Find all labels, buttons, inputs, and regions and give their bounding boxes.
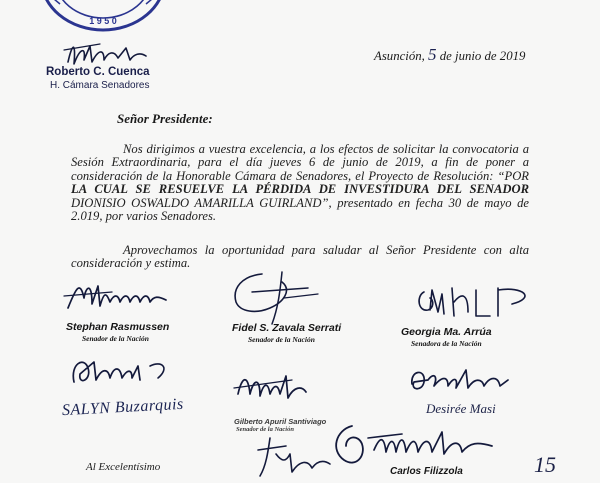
date-rest: de junio de 2019 (439, 49, 526, 63)
p1-line-1: Nos dirigimos a vuestra excelencia, a los efectos de solicitar la convocatoria a (123, 142, 529, 156)
p1-line-3: consideración de la Honorable Cámara de Senadores, el Proyecto de Resolución: “POR (71, 168, 529, 183)
signature-name-5: Carlos Filizzola (390, 466, 463, 477)
p1-line-2: Sesión Extraordinaria, para el día jueves 6 de junio de 2019, a fin de poner a (71, 155, 529, 170)
p1-line-4: LA CUAL SE RESUELVE LA PÉRDIDA DE INVESTIDURA DEL SENADOR (71, 182, 529, 197)
p2-line-1: Aprovechamos la oportunidad para saludar al Señor Presidente con alta (123, 243, 529, 257)
body-paragraph-2 (71, 244, 529, 271)
signature-title-1: Senador de la Nación (82, 334, 149, 343)
signature-title-3: Senadora de la Nación (411, 339, 482, 348)
senate-seal-stamp (38, 0, 168, 36)
body-paragraph-1 (71, 143, 529, 223)
signature-apuril (232, 368, 312, 412)
addressee-line: Al Excelentísimo (86, 461, 161, 473)
signature-name-3: Georgia Ma. Arrúa (401, 326, 492, 338)
date-place: Asunción, (374, 49, 425, 63)
signature-title-4: Senador de la Nación (236, 426, 294, 433)
date-line (374, 45, 525, 65)
handwritten-mark-bottom: 15 (534, 452, 556, 477)
signature-title-2: Senador de la Nación (248, 335, 315, 344)
salutation: Señor Presidente: (117, 111, 213, 126)
signature-buzarquis (66, 352, 176, 390)
sender-affiliation: H. Cámara Senadores (50, 80, 150, 91)
p1-line-6: 2.019, por varios Senadores. (71, 209, 217, 224)
signature-row3-left (246, 432, 336, 480)
signature-name-2: Fidel S. Zavala Serrati (232, 322, 342, 334)
p1-line-5: DIONISIO OSWALDO AMARILLA GUIRLAND”, presentado en fecha 30 de mayo de (71, 195, 529, 210)
signature-name-4: Gilberto Apuril Santiviago (234, 417, 327, 426)
handwritten-masi-caption: Desirée Masi (426, 401, 496, 416)
signature-zavala (222, 268, 322, 330)
date-day-handwritten: 5 (428, 45, 437, 64)
seal-year: 1 9 5 0 (89, 16, 117, 26)
signature-name-1: Stephan Rasmussen (66, 321, 170, 333)
p2-line-2: consideración y estima. (71, 256, 191, 271)
handwritten-buzarquis: SALYN Buzarquis (61, 395, 185, 420)
signature-arrua (412, 282, 542, 322)
sender-name: Roberto C. Cuenca (46, 66, 150, 78)
signature-rasmussen (62, 278, 172, 316)
